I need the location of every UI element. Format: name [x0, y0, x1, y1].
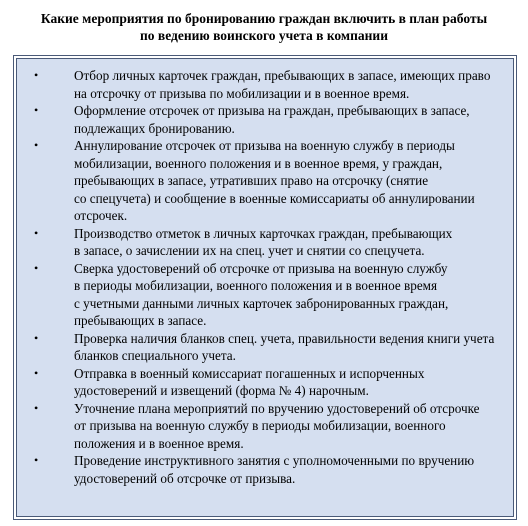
- list-item-text-line: на отсрочку от призыва по мобилизации и в военное время.: [74, 85, 410, 101]
- list-item-text-line: Производство отметок в личных карточках граждан, пребывающих: [74, 225, 453, 241]
- list-item-text-line: Аннулирование отсрочек от призыва на военную службу в периоды: [74, 138, 455, 153]
- list-item: [17, 452, 499, 487]
- list-item-text-line: мобилизации, военного положения и в военное время, у граждан,: [74, 155, 443, 171]
- bullet-icon: •: [34, 260, 39, 275]
- bullet-icon: •: [34, 400, 39, 415]
- list-item-text-line: Проведение инструктивного занятия с уполномоченными по вручению: [74, 453, 475, 468]
- list-item: [17, 400, 499, 453]
- title-line-1: Какие мероприятия по бронированию граждан включить в план работы: [40, 11, 488, 26]
- list-item-text-line: Уточнение плана мероприятий по вручению удостоверений об отсрочке: [74, 400, 480, 416]
- list-item-text-line: отсрочек.: [74, 208, 128, 223]
- list-item: [17, 260, 499, 330]
- list-item: [17, 225, 499, 260]
- list-item-text-line: Оформление отсрочек от призыва на граждан, пребывающих в запасе,: [74, 103, 470, 118]
- list-item-text-line: бланков специального учета.: [74, 348, 236, 363]
- bullet-icon: •: [34, 68, 39, 82]
- list-item-text-line: Отправка в военный комиссариат погашенных и испорченных: [74, 365, 425, 381]
- bullet-icon: •: [34, 330, 39, 345]
- list-item-text-line: положения и в военное время.: [74, 435, 244, 451]
- bullet-icon: •: [34, 225, 39, 240]
- list-item-text-line: Отбор личных карточек граждан, пребывающих в запасе, имеющих право: [74, 68, 491, 83]
- list-item-text-line: Сверка удостоверений об отсрочке от призыва на военную службу: [74, 260, 448, 276]
- list-item-text-line: удостоверений об отсрочке от призыва.: [74, 470, 296, 486]
- list-item: [17, 102, 499, 137]
- bullet-icon: •: [34, 453, 39, 467]
- list-item-text-line: пребывающих в запасе.: [74, 313, 207, 328]
- list-item: [17, 330, 499, 365]
- measures-list: [17, 59, 513, 487]
- list-item-text-line: со спецучета) и сообщение в военные комиссариаты об аннулировании: [74, 190, 475, 206]
- list-item-text-line: в периоды мобилизации, военного положения и в военное время: [74, 278, 438, 293]
- list-item: [17, 365, 499, 400]
- list-item-text-line: пребывающих в запасе, утративших право на отсрочку (снятие: [74, 173, 429, 188]
- list-item-text-line: с учетными данными личных карточек забронированных граждан,: [74, 295, 449, 311]
- list-item: [17, 137, 499, 225]
- measures-panel: [16, 58, 514, 517]
- title-line-2: по ведению воинского учета в компании: [140, 28, 388, 43]
- bullet-icon: •: [34, 103, 39, 117]
- list-item-text-line: удостоверений и извещений (форма № 4) нарочным.: [74, 383, 369, 398]
- list-item-text-line: подлежащих бронированию.: [74, 120, 235, 136]
- bullet-icon: •: [34, 138, 39, 152]
- list-item-text-line: от призыва на военную службу в периоды мобилизации, военного: [74, 418, 446, 433]
- list-item-text-line: Проверка наличия бланков спец. учета, правильности ведения книги учета: [74, 330, 495, 346]
- list-item-text-line: в запасе, о зачислении их на спец. учет и снятии со спецучета.: [74, 243, 425, 258]
- list-item: [17, 67, 499, 102]
- page-title: [0, 10, 528, 44]
- bullet-icon: •: [34, 365, 39, 380]
